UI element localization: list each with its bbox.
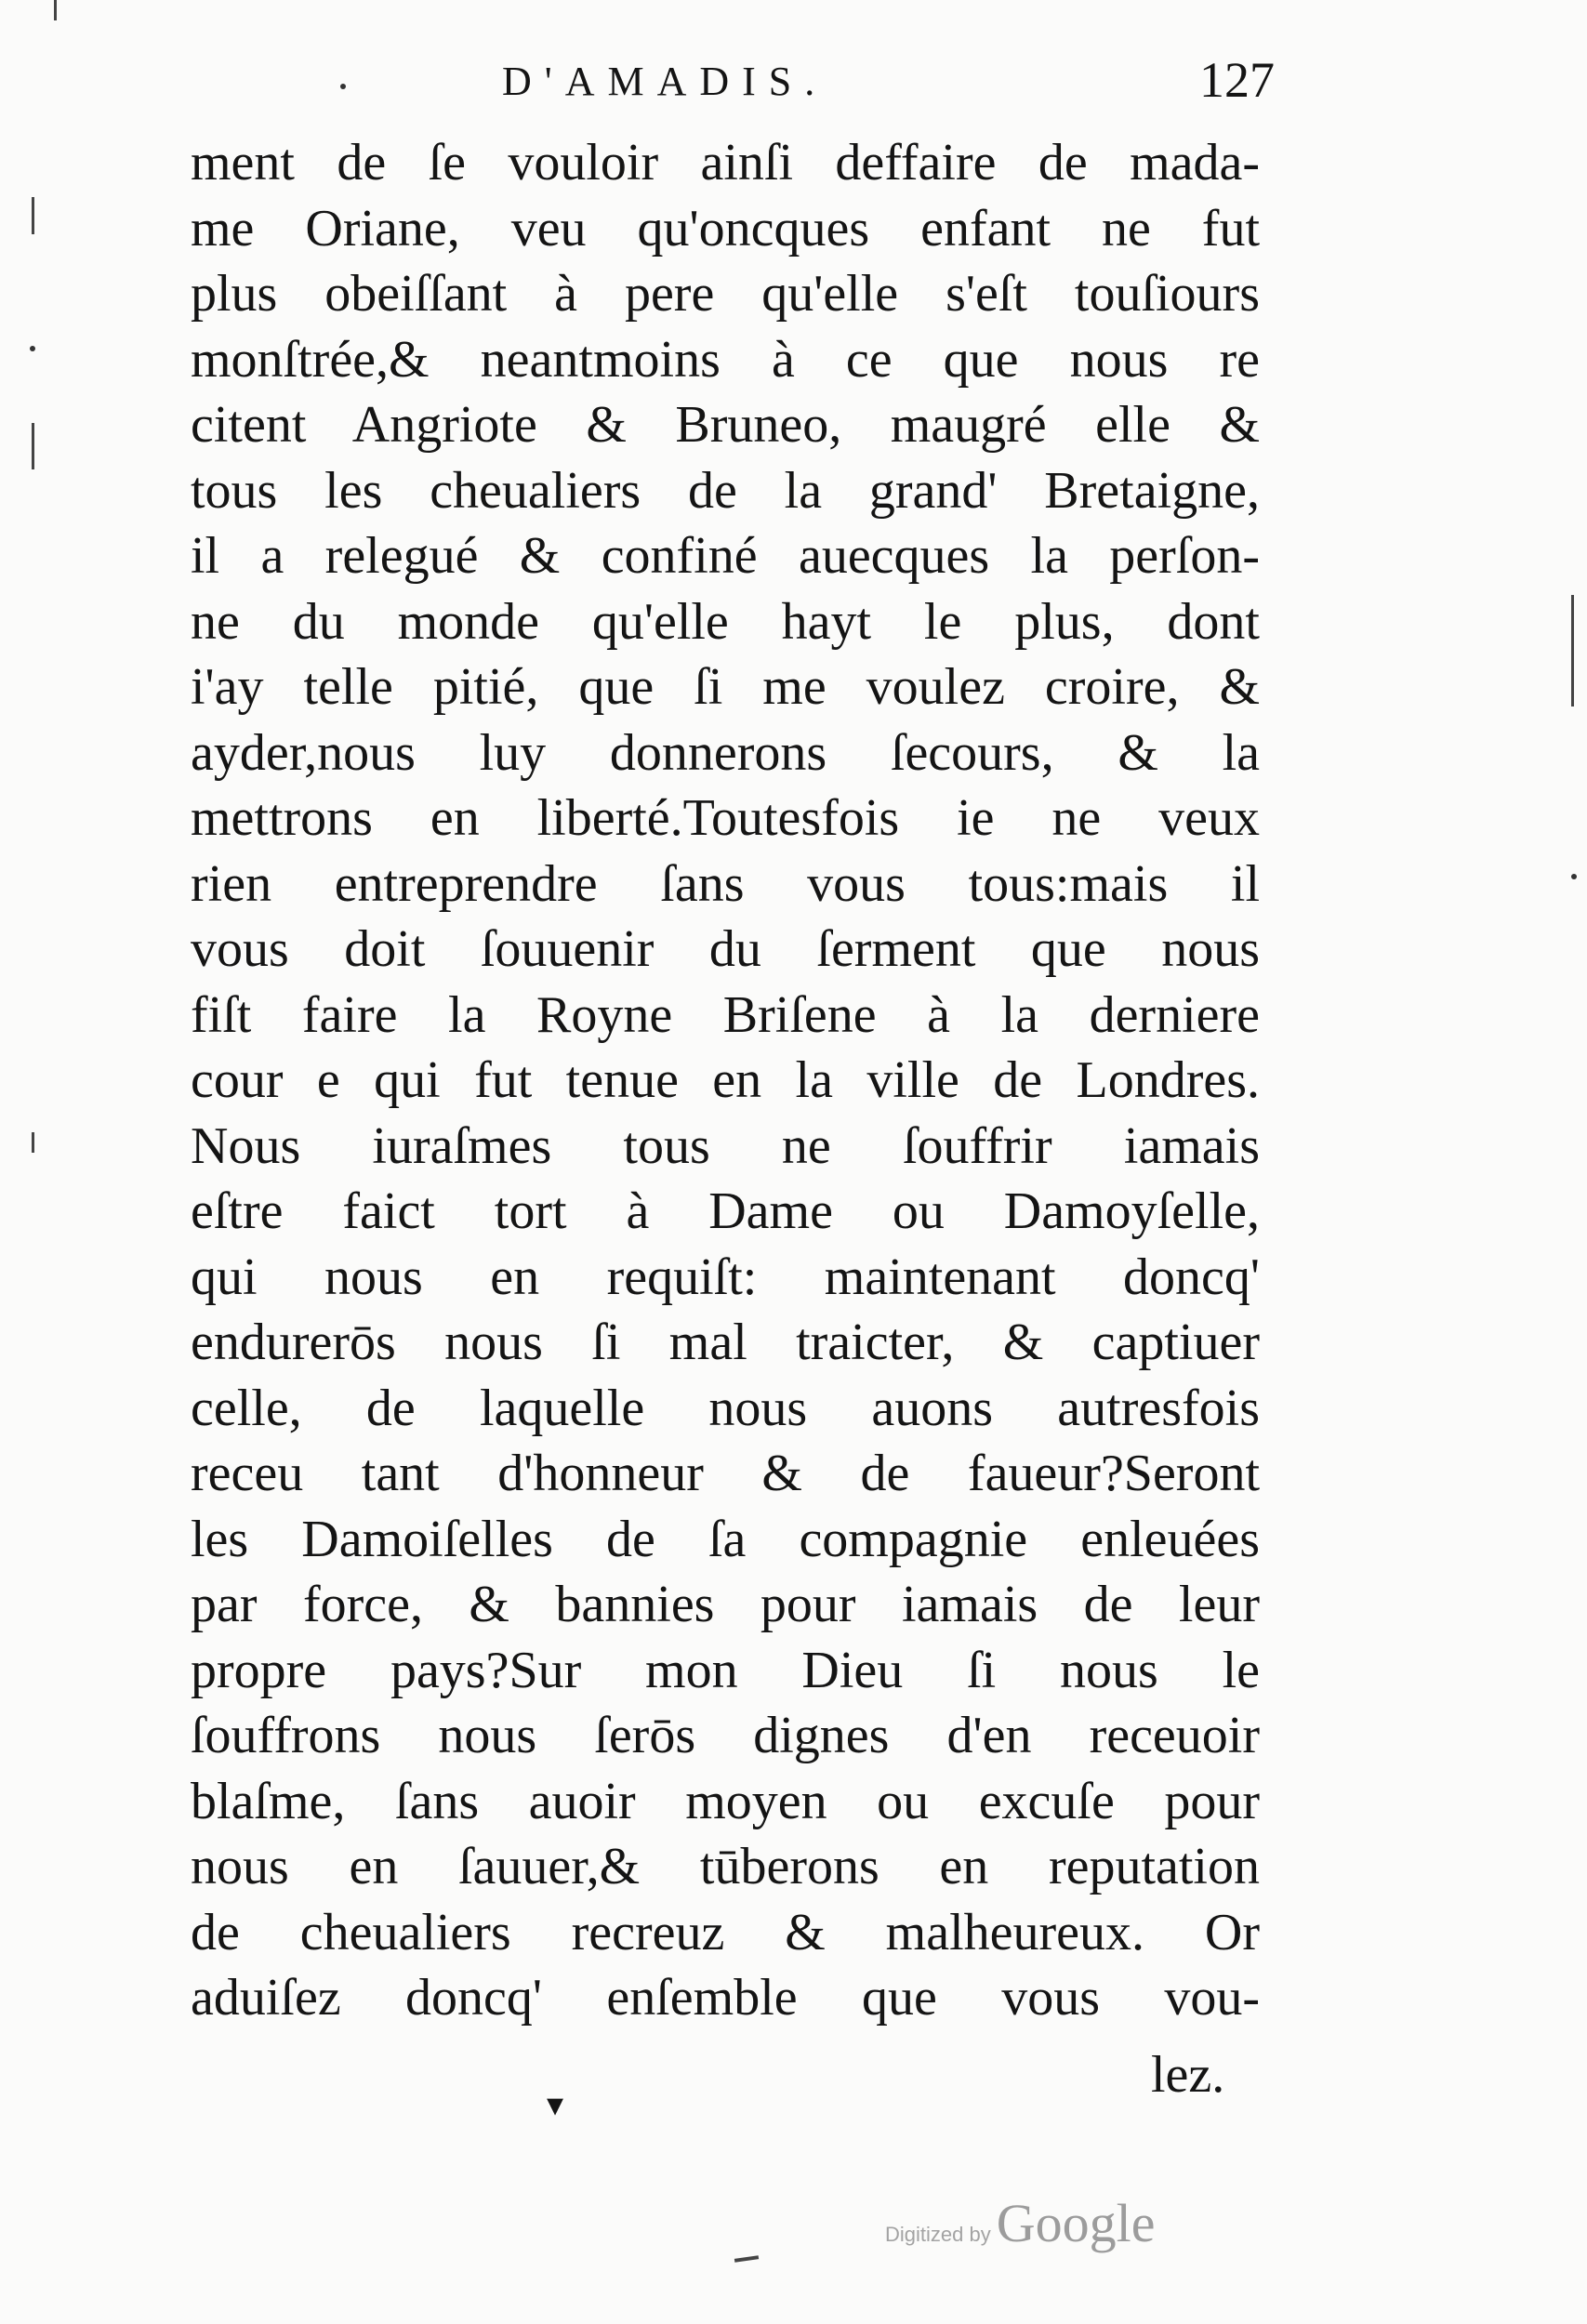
scan-speck [30, 346, 35, 351]
fleuron-icon: ▾ [547, 2086, 564, 2124]
text-line: ayder,nous luy donnerons ſecours, & la [191, 723, 1260, 782]
scan-margin-mark [54, 0, 57, 20]
text-line: blaſme, ſans auoir moyen ou excuſe pour [191, 1772, 1260, 1830]
text-line: Nous iuraſmes tous ne ſouffrir iamais [191, 1116, 1260, 1175]
running-head: D'AMADIS. [502, 59, 828, 104]
scan-speck [734, 2255, 759, 2263]
text-line: i'ay telle pitié, que ſi me voulez croire, & [191, 658, 1260, 716]
text-line: receu tant d'honneur & de faueur?Seront [191, 1445, 1260, 1502]
scan-margin-mark [1571, 595, 1574, 706]
text-line: monſtrée,& neantmoins à ce que nous re [191, 330, 1260, 389]
text-line: celle, de laquelle nous auons autresfois [191, 1379, 1260, 1437]
text-line: endurerōs nous ſi mal traicter, & captiuer [191, 1314, 1260, 1371]
catchword: lez. [1151, 2046, 1225, 2104]
text-line: par force, & bannies pour iamais de leur [191, 1576, 1260, 1633]
scan-speck [340, 84, 346, 89]
text-line: de cheualiers recreuz & malheureux. Or [191, 1903, 1260, 1961]
text-line: me Oriane, veu qu'oncques enfant ne fut [191, 199, 1260, 257]
text-line: vous doit ſouuenir du ſerment que nous [191, 920, 1260, 978]
text-line: plus obeiſſant à pere qu'elle s'eſt touſiours [191, 265, 1260, 323]
scan-margin-mark [32, 423, 34, 469]
text-line: aduiſez doncq' enſemble que vous vou- [191, 1969, 1260, 2027]
text-line: citent Angriote & Bruneo, maugré elle & [191, 396, 1260, 454]
scan-margin-mark [32, 1132, 34, 1153]
text-line: les Damoiſelles de ſa compagnie enleuées [191, 1510, 1260, 1568]
text-line: tous les cheualiers de la grand' Bretaigne, [191, 461, 1260, 520]
text-line: fiſt faire la Royne Briſene à la derniere [191, 985, 1260, 1044]
text-line: propre pays?Sur mon Dieu ſi nous le [191, 1641, 1260, 1699]
digitized-by-google-watermark [885, 2192, 1155, 2254]
text-line: ſouffrons nous ſerōs dignes d'en receuoir [191, 1707, 1260, 1764]
text-block [191, 130, 1260, 2031]
text-line: rien entreprendre ſans vous tous:mais il [191, 854, 1260, 913]
text-line: mettrons en liberté.Toutesfois ie ne veux [191, 789, 1260, 847]
text-line: ne du monde qu'elle hayt le plus, dont [191, 592, 1260, 651]
scan-margin-mark [32, 197, 34, 234]
text-line: il a relegué & confiné auecques la perſon- [191, 527, 1260, 585]
digitized-by-label: Digitized by [885, 2223, 991, 2246]
page-number: 127 [1199, 52, 1275, 108]
text-line: nous en ſauuer,& tūberons en reputation [191, 1838, 1260, 1895]
text-line: qui nous en requiſt: maintenant doncq' [191, 1248, 1260, 1306]
text-line: eſtre faict tort à Dame ou Damoyſelle, [191, 1182, 1260, 1240]
text-line: cour e qui fut tenue en la ville de Londres. [191, 1051, 1260, 1109]
google-logo: Google [996, 2193, 1156, 2253]
text-line: ment de ſe vouloir ainſi deffaire de mada- [191, 134, 1260, 191]
scan-speck [1571, 874, 1577, 879]
